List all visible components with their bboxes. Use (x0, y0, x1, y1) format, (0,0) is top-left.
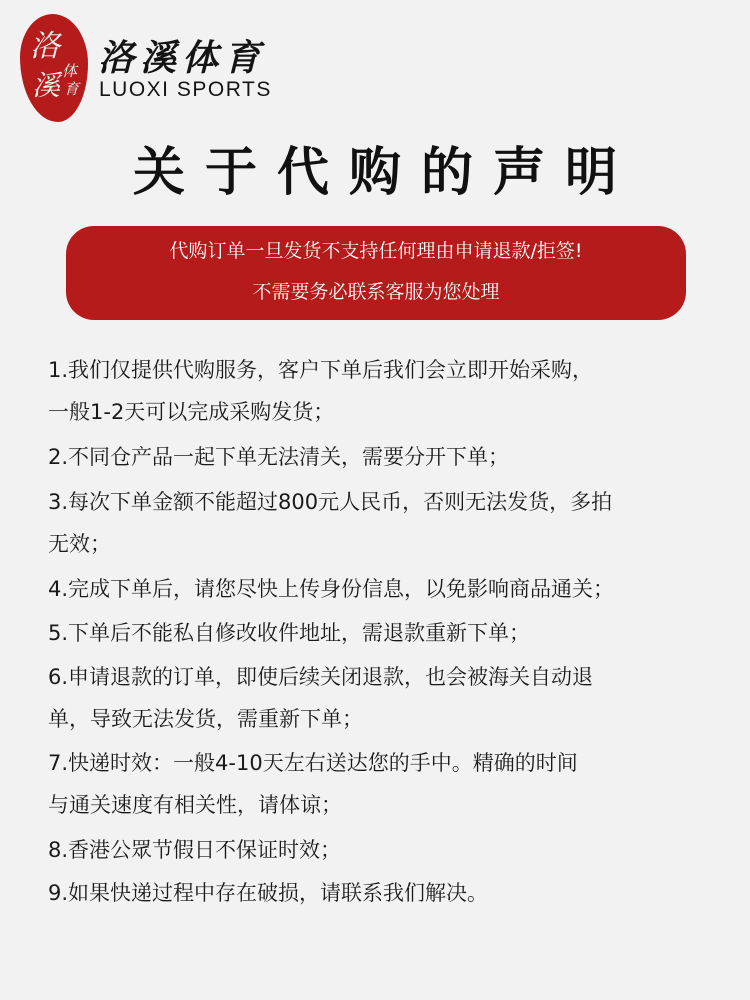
notice-line-1: 代购订单一旦发货不支持任何理由申请退款/拒签! (169, 240, 583, 262)
page-title: 关于代购的声明 (132, 143, 637, 203)
seal-glyph-3: 体 (62, 62, 78, 80)
terms-line: 6.申请退款的订单，即使后续关闭退款，也会被海关自动退 (48, 665, 594, 689)
terms-line: 8.香港公眾节假日不保证时效； (48, 838, 342, 862)
terms-line: 4.完成下单后，请您尽快上传身份信息，以免影响商品通关； (48, 577, 615, 601)
terms-line: 5.下单后不能私自修改收件地址，需退款重新下单； (48, 621, 531, 645)
terms-line: 9.如果快递过程中存在破损，请联系我们解决。 (48, 881, 489, 905)
notice-line-2: 不需要务必联系客服为您处理 (252, 281, 500, 303)
terms-line: 无效； (48, 532, 111, 556)
seal-glyph-1: 洛 (30, 29, 60, 64)
brand-name-chinese: 洛溪体育 (98, 37, 267, 79)
terms-line: 与通关速度有相关性，请体谅； (48, 793, 342, 817)
seal-glyph-2: 溪 (32, 69, 61, 102)
seal-glyph-4: 育 (64, 80, 80, 98)
terms-line: 3.每次下单金额不能超过800元人民币，否则无法发货，多拍 (48, 490, 613, 514)
terms-line: 单，导致无法发货，需重新下单； (48, 707, 363, 731)
terms-line: 一般1-2天可以完成采购发货； (48, 400, 335, 424)
terms-line: 2.不同仓产品一起下单无法清关，需要分开下单； (48, 445, 510, 469)
brand-name-english: LUOXI SPORTS (99, 78, 272, 101)
terms-line: 1.我们仅提供代购服务，客户下单后我们会立即开始采购， (48, 358, 594, 382)
terms-line: 7.快递时效：一般4-10天左右送达您的手中。精确的时间 (48, 751, 578, 775)
